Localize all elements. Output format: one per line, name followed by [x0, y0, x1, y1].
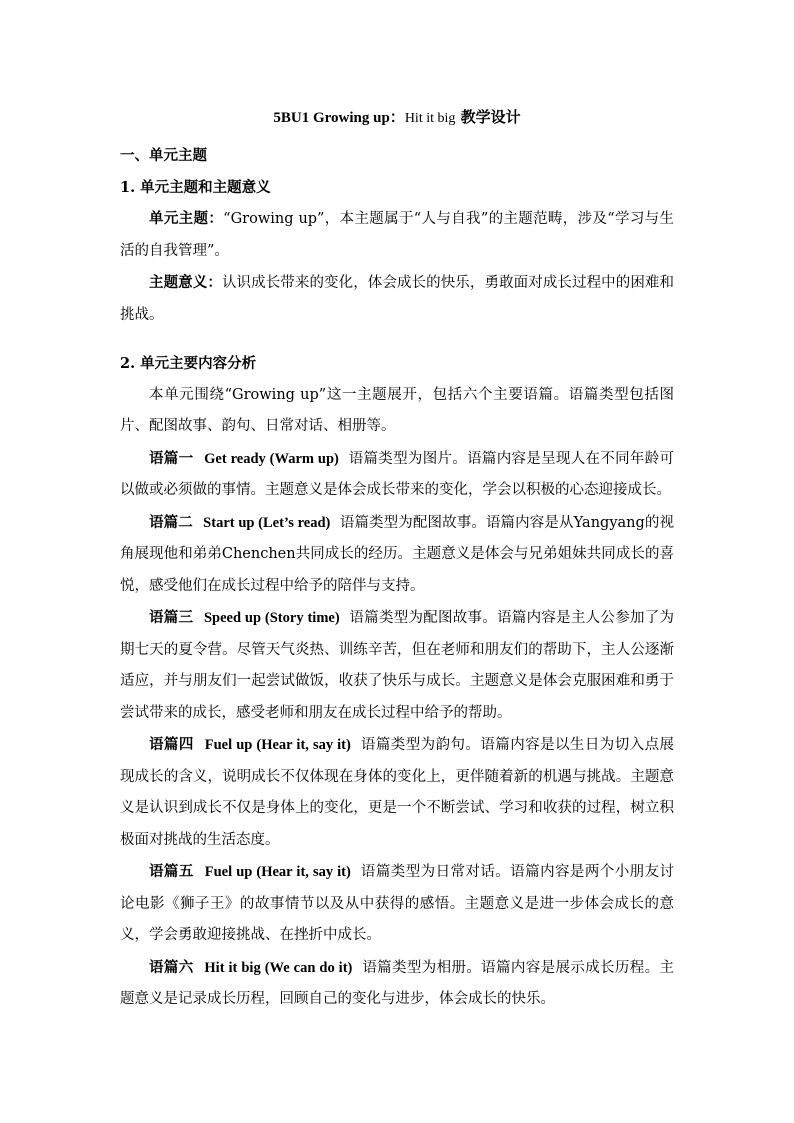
- text-4-label: [149, 736, 351, 753]
- text-2-label-en: Start up (Let’s read): [203, 514, 331, 531]
- text-6-label-en: Hit it big (We can do it): [204, 959, 353, 976]
- text-6-label: [149, 959, 352, 976]
- text-2-label: [149, 514, 330, 531]
- paragraph-text-1: [120, 443, 674, 507]
- section-heading-1: 一、单元主题: [120, 147, 207, 164]
- text-1-label-cn: 语篇一: [149, 449, 194, 467]
- paragraph-theme-meaning: [120, 267, 674, 331]
- text-4-label-cn: 语篇四: [149, 736, 194, 753]
- text-2-body: 语篇类型为配图故事。语篇内容是从Yangyang的视角展现他和弟弟Chenchen共同成长的经历。主题意义是体会与兄弟姐妹共同成长的喜悦，感受他们在成长过程中给予的陪伴与支持。: [120, 514, 675, 594]
- text-4-label-en: Fuel up (Hear it, say it): [204, 737, 351, 753]
- text-5-label-en: Fuel up (Hear it, say it): [204, 864, 351, 880]
- text-5-label-cn: 语篇五: [149, 863, 194, 880]
- paragraph-text-6: [120, 952, 674, 1016]
- theme-meaning-text: 认识成长带来的变化，体会成长的快乐，勇敢面对成长过程中的困难和挑战。: [120, 275, 675, 323]
- title-cn: 教学设计: [455, 108, 521, 126]
- paragraph-unit-theme: [120, 203, 674, 267]
- text-1-body: 语篇类型为图片。语篇内容是呈现人在不同年龄可以做或必须做的事情。主题意义是体会成长带来的变化，学会以积极的心态迎接成长。: [120, 450, 675, 498]
- document-body: [120, 140, 674, 1016]
- text-6-label-cn: 语篇六: [149, 958, 194, 976]
- paragraph-text-3: [120, 602, 674, 729]
- text-3-label: [149, 609, 340, 626]
- text-1-label: [149, 450, 339, 467]
- document-title: [0, 106, 794, 130]
- paragraph-text-5: [120, 856, 674, 952]
- text-1-label-en: Get ready (Warm up): [204, 450, 339, 467]
- title-separator: ：: [389, 108, 405, 126]
- subsection-heading-2: 2. 单元主要内容分析: [120, 355, 257, 372]
- unit-theme-label: 单元主题：: [149, 210, 224, 227]
- paragraph-unit-intro: 本单元围绕“Growing up”这一主题展开，包括六个主要语篇。语篇类型包括图片、配图故事、韵句、日常对话、相册等。: [120, 386, 674, 434]
- text-5-label: [149, 863, 351, 880]
- text-3-label-cn: 语篇三: [149, 609, 194, 626]
- text-4-body: 语篇类型为韵句。语篇内容是以生日为切入点展现成长的含义，说明成长不仅体现在身体的变化上，更伴随着新的机遇与挑战。主题意义是认识到成长不仅是身体上的变化，更是一个不断尝试、学习和收获的过程，树立积极面对挑战的生活态度。: [120, 737, 675, 848]
- theme-meaning-label: 主题意义：: [149, 274, 222, 291]
- paragraph-text-4: [120, 729, 674, 856]
- paragraph-text-2: [120, 507, 674, 603]
- text-3-label-en: Speed up (Story time): [203, 610, 340, 626]
- section-gap: [120, 331, 674, 348]
- text-3-body: 语篇类型为配图故事。语篇内容是主人公参加了为期七天的夏令营。尽管天气炎热、训练辛苦，但在老师和朋友们的帮助下，主人公逐渐适应，并与朋友们一起尝试做饭，收获了快乐与成长。主题意义是体会克服困难和勇于尝试带来的成长，感受老师和朋友在成长过程中给予的帮助。: [120, 610, 674, 721]
- title-main: 5BU1 Growing up: [273, 110, 390, 126]
- unit-theme-text: “Growing up”，本主题属于“人与自我”的主题范畴，涉及“学习与生活的自我管理”。: [120, 211, 675, 259]
- title-sub: Hit it big: [404, 111, 456, 126]
- text-2-label-cn: 语篇二: [149, 513, 193, 531]
- text-5-body: 语篇类型为日常对话。语篇内容是两个小朋友讨论电影《狮子王》的故事情节以及从中获得的感悟。主题意义是进一步体会成长的意义，学会勇敢迎接挑战、在挫折中成长。: [120, 864, 675, 943]
- subsection-heading-1-1: 1. 单元主题和主题意义: [120, 178, 271, 196]
- text-6-body: 语篇类型为相册。语篇内容是展示成长历程。主题意义是记录成长历程，回顾自己的变化与进步，体会成长的快乐。: [120, 959, 674, 1007]
